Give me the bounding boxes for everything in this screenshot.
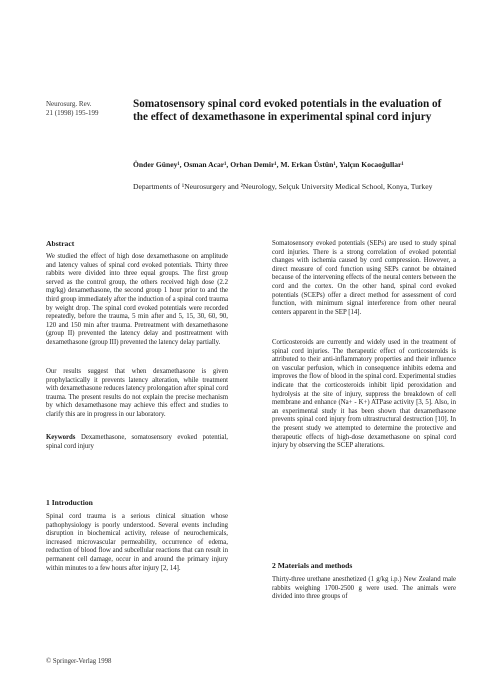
methods-paragraph: Thirty-three urethane anesthetized (1 g/kg i.p.) New Zealand male rabbits weighing 1700-2500 g were used. The animals were divided into three groups of: [272, 576, 456, 601]
intro-continued-paragraph-1: Somatosensory evoked potentials (SEPs) are used to study spinal cord injuries. There is a strong correlation of evoked potential changes with ischemia caused by cord compression. However, a direct measure of cord function using SEPs cannot be obtained because of the intervening effects of the neural centers between the cord and the cortex. On the other hand, spinal cord evoked potentials (SCEPs) offer a direct method for assessment of cord function, with minimum signal interference from other neural centers apparent in the SEP [14].: [272, 240, 456, 316]
abstract-heading: Abstract: [46, 239, 75, 248]
journal-name: Neurosurg. Rev.: [46, 100, 92, 108]
introduction-heading: 1 Introduction: [46, 498, 93, 507]
abstract-paragraph-1: We studied the effect of high dose dexamethasone on amplitude and latency values of spinal cord evoked potentials. Thirty three rabbits were divided into three equal groups. The first group served as the control group, the others received high dose (2.2 mg/kg) dexamethasone, the second group 1 hour prior to and the third group immediately after the induction of a spinal cord trauma by weight drop. The spinal cord evoked potentials were recorded repeatedly, before the trauma, 5 min after and 5, 15, 30, 60, 90, 120 and 150 min after trauma. Pretreatment with dexamethasone (group II) prevented the latency delay and posttreatment with dexamethasone (group III) prevented the latency delay partially.: [46, 253, 228, 346]
intro-continued-paragraph-2: Corticosteroids are currently and widely used in the treatment of spinal cord injuries. The therapeutic effect of corticosteroids is attributed to their anti-inflammatory properties and their influence on vascular perfusion, which in consequence inhibits edema and improves the flow of blood in the spinal cord. Experimental studies indicate that the corticosteroids inhibit lipid peroxidation and hydrolysis at the site of injury, suppress the breakdown of cell membrane and enhance (Na+ - K+) ATPase activity [3, 5]. Also, in an experimental study it has been shown that dexamethasone prevents spinal cord injury from ultrastructural destruction [10]. In the present study we attempted to determine the protective and therapeutic effects of high-dose dexamethasone on spinal cord injury by observing the SCEP alterations.: [272, 339, 456, 450]
introduction-paragraph: Spinal cord trauma is a serious clinical situation whose pathophysiology is poorly understood. Several events including disruption in biochemical activity, release of neurochemicals, increased microvascular permeability, occurrence of edema, reduction of blood flow and subcellular reactions that can result in permanent cell damage, occur in and around the primary injury within minutes to a few hours after injury [2, 14].: [46, 513, 228, 572]
author-list: Önder Güney¹, Osman Acar¹, Orhan Demir¹, M. Erkan Üstün¹, Yalçın Kocaoğullar¹: [133, 160, 404, 169]
journal-reference: [46, 100, 118, 118]
article-title: Somatosensory spinal cord evoked potentials in the evaluation of the effect of dexamethasone in experimental spinal cord injury: [133, 98, 442, 123]
keywords-list: Dexamethasone, somatosensory evoked potential, spinal cord injury: [46, 434, 228, 450]
affiliation: Departments of ¹Neurosurgery and ²Neurology, Selçuk University Medical School, Konya, Turkey: [133, 182, 433, 191]
copyright-notice: © Springer-Verlag 1998: [46, 658, 112, 665]
methods-heading: 2 Materials and methods: [272, 561, 353, 570]
keywords-label: Keywords: [46, 434, 76, 441]
journal-volume: 21 (1998) 195-199: [46, 109, 99, 117]
keywords: [46, 434, 228, 451]
abstract-paragraph-2: Our results suggest that when dexamethasone is given prophylactically it prevents latency alteration, while treatment with dexamethasone reduces latency prolongation after spinal cord trauma. The present results do not explain the precise mechanism by which dexamethasone may achieve this effect and studies to clarify this are in progress in our laboratory.: [46, 368, 228, 418]
